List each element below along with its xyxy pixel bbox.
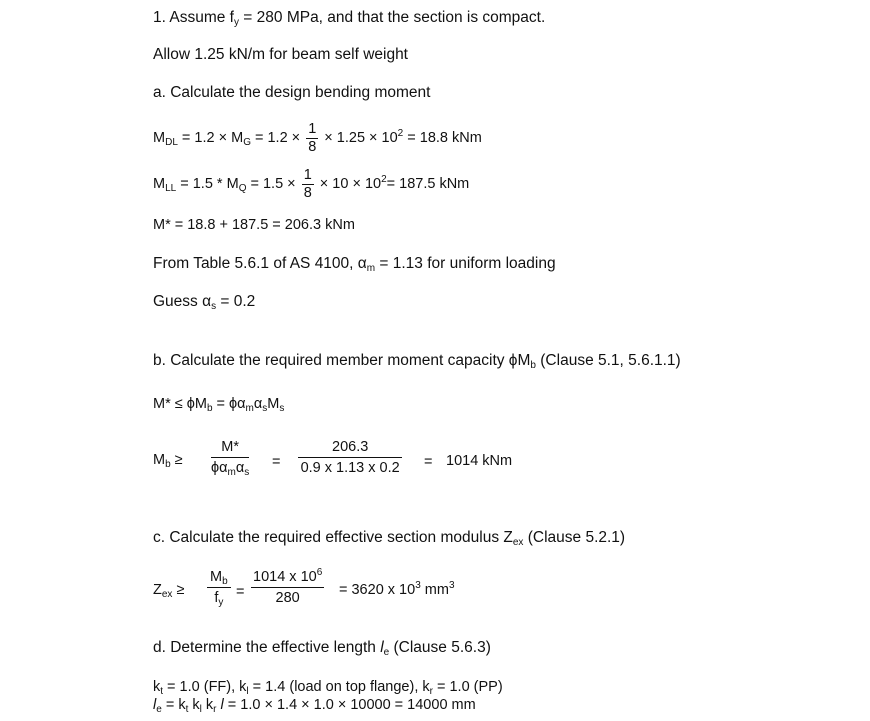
zex-fraction-2: $\frac{1014 x 10^6}{280}$ [253, 567, 323, 606]
part-a-heading: a. Calculate the design bending moment [153, 84, 431, 101]
part-d-heading: d. Determine the effective length $l_e$ (Clause 5.6.3) [153, 639, 491, 658]
live-load-moment-equation: $M_{LL} = 1.5 * M_Q = 1.5$ × $\frac{1}{8}$ × $10 \times 10^2= 187.5$ kNm [153, 167, 470, 201]
table-reference-line: From Table 5.6.1 of AS 4100, $\alpha_m = 1.13$ for uniform loading [153, 255, 556, 274]
mb-equals-2: = [424, 454, 433, 470]
part-c-heading: c. Calculate the required effective section modulus $Z_{ex}$ (Clause 5.2.1) [153, 529, 626, 548]
total-moment-equation: M* = 18.8 + 187.5 = 206.3 kNm [153, 217, 355, 233]
part-b-heading: b. Calculate the required member moment capacity $\phi M_b$ (Clause 5.1, 5.6.1.1) [153, 352, 681, 371]
k-factors-line: $k_t = 1.0$ (FF), $k_l = 1.4$ (load on top flange), $k_r = 1.0$ (PP) [153, 679, 503, 697]
mb-fraction-1: $\frac{M*}{\phi\alpha_m\alpha_s}$ [211, 439, 250, 478]
capacity-inequality: $M* \le \phi M_b = \phi\alpha_m\alpha_sM_s$ [153, 396, 285, 414]
mb-equals-1: = [272, 454, 281, 470]
zex-lhs: $Z_{ex}$ ≥ [153, 582, 185, 600]
zex-equals-1: = [236, 584, 245, 600]
self-weight-line: Allow 1.25 kN/m for beam self weight [153, 46, 408, 63]
zex-fraction-1: $\frac{M_b}{f_y}$ [205, 570, 233, 605]
mb-result: 1014 kNm [446, 453, 513, 469]
guess-line: Guess $\alpha_s = 0.2$ [153, 293, 256, 312]
assumption-line: 1. Assume $f_y = 280$ MPa, and that the section is compact. [153, 9, 546, 28]
one-eighth-fraction: $\frac{1}{8}$ [303, 167, 312, 201]
one-eighth-fraction: $\frac{1}{8}$ [308, 121, 317, 155]
zex-result: = 3620 x $10^3$ $mm^3$ [339, 580, 455, 598]
effective-length-equation: $l_e = k_t$ $k_l$ $k_r$ l = 1.0 × 1.4 × 1.0 × 10000 = 14000 mm [153, 697, 476, 715]
mb-fraction-2: $\frac{206.3}{0.9 x 1.13 x 0.2}$ [296, 440, 404, 475]
mb-lhs: $M_b$ ≥ [153, 452, 183, 470]
dead-load-moment-equation: $M_{DL} = 1.2 \times M_G = 1.2$ × $\frac{1}{8}$ × $1.25 \times 10^2 = 18.8$ kNm [153, 121, 482, 155]
